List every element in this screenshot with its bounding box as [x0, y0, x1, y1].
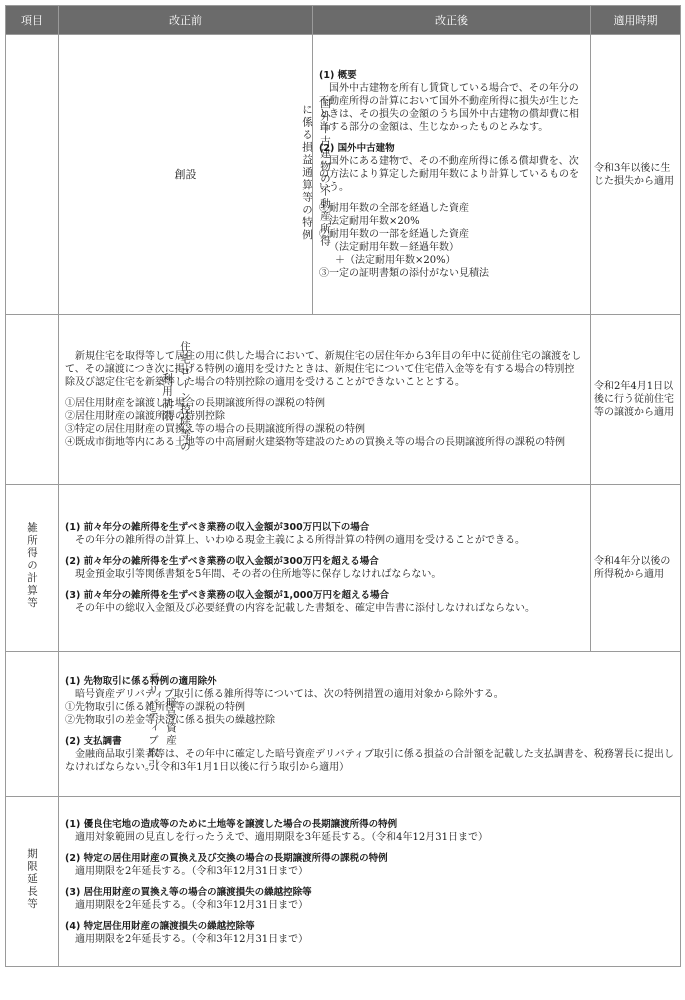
list-item: ②居住用財産の譲渡所得の特別控除	[65, 411, 225, 422]
date-cell: 令和3年以後に生じた損失から適用	[591, 35, 681, 315]
after-cell	[313, 35, 591, 315]
section-heading: (3) 居住用財産の買換え等の場合の譲渡損失の繰越控除等	[65, 886, 312, 898]
item-label-line-2: 国外中古建物の不動産所得	[319, 97, 331, 248]
section-text: 国外にある建物で、その不動産所得に係る償却費を、次の方法により算定した耐用年数により計算しているものをいう。	[319, 156, 579, 193]
list-item-detail: （法定耐用年数－経過年数）	[329, 242, 459, 253]
row-misc-income	[6, 485, 681, 652]
section-text: 金融商品取引業者等は、その年中に確定した暗号資産デリバティブ取引に係る損益の合計額を記載した支払調書を、税務署長に提出しなければならない。（令和3年1月1日以後に行う取引から適用）	[65, 748, 674, 773]
content-cell	[59, 485, 591, 652]
section-text: 適用期限を2年延長する。（令和3年12月31日まで）	[75, 899, 309, 911]
item-label-line-1: 利用制限	[161, 372, 173, 423]
item-cell	[6, 797, 59, 967]
section-heading: (4) 特定居住用財産の譲渡損失の繰越控除等	[65, 920, 255, 932]
row-extension	[6, 797, 681, 967]
section-heading: (1) 優良住宅地の造成等のために土地等を譲渡した場合の長期譲渡所得の特例	[65, 818, 398, 830]
intro-text: 新規住宅を取得等して居住の用に供した場合において、新規住宅の居住年から3年目の年中に従前住宅の譲渡をして、その譲渡につき次に掲げる特例の適用を受けたときは、新規住宅について住宅借入金等を有する場合の特別控除及び認定住宅を新築等した場合の特別控除の適用を受けることができないこととする。	[65, 351, 582, 388]
section-heading: (1) 概要	[319, 70, 357, 81]
item-label-line-2: 暗号資産	[165, 697, 177, 747]
list-item: ①耐用年数の全部を経過した資産	[319, 203, 469, 214]
item-label-line-1: デリバティブ取引	[147, 672, 159, 772]
item-cell	[6, 485, 59, 652]
section-heading: (3) 前々年分の雑所得を生ずべき業務の収入金額が1,000万円を超える場合	[65, 590, 389, 601]
list-item-detail: ＋（法定耐用年数×20%）	[335, 255, 456, 266]
item-label: 雑所得の計算等	[26, 522, 38, 610]
section-heading: (2) 国外中古建物	[319, 143, 395, 154]
header-after: 改正後	[313, 6, 591, 35]
item-label-line-2: 住宅ローン控除等の	[179, 341, 191, 454]
item-label: 期限延長等	[26, 848, 38, 911]
section-text: 国外中古建物を所有し賃貸している場合で、その年分の不動産所得の計算において国外不動産所得に損失が生じたときは、その損失の金額のうち国外中古建物の償却費に相当する部分の金額は、生じなかったものとみなす。	[319, 83, 579, 133]
content-cell	[59, 797, 681, 967]
section-heading: (2) 支払調書	[65, 735, 122, 747]
section-text: その年分の雑所得の計算上、いわゆる現金主義による所得計算の特例の適用を受けることができる。	[75, 535, 525, 546]
header-item: 項目	[6, 6, 59, 35]
date-cell: 令和4年分以後の所得税から適用	[591, 485, 681, 652]
item-label-line-1: に係る損益通算等の特例	[301, 103, 313, 242]
date-cell: 令和2年4月1日以後に行う従前住宅等の譲渡から適用	[591, 315, 681, 485]
row-foreign-building	[6, 35, 681, 315]
section-heading: (1) 先物取引に係る特例の適用除外	[65, 675, 217, 687]
section-heading: (1) 前々年分の雑所得を生ずべき業務の収入金額が300万円以下の場合	[65, 522, 370, 533]
section-text: 適用対象範囲の見直しを行ったうえで、適用期限を3年延長する。（令和4年12月31日まで）	[75, 831, 488, 843]
section-text: 適用期限を2年延長する。（令和3年12月31日まで）	[75, 933, 309, 945]
before-cell: 創設	[59, 35, 313, 315]
section-heading: (2) 前々年分の雑所得を生ずべき業務の収入金額が300万円を超える場合	[65, 556, 379, 567]
header-before: 改正前	[59, 6, 313, 35]
header-date: 適用時期	[591, 6, 681, 35]
row-crypto-derivative	[6, 652, 681, 797]
list-item: ④既成市街地等内にある土地等の中高層耐火建築物等建設のための買換え等の場合の長期譲渡所得の課税の特例	[65, 437, 565, 448]
section-text: 現金預金取引等関係書類を5年間、その者の住所地等に保存しなければならない。	[75, 569, 442, 580]
section-heading: (2) 特定の居住用財産の買換え及び交換の場合の長期譲渡所得の課税の特例	[65, 852, 388, 864]
section-text: その年中の総収入金額及び必要経費の内容を記載した書類を、確定申告書に添付しなければならない。	[75, 603, 535, 614]
list-item: ①居住用財産を譲渡した場合の長期譲渡所得の課税の特例	[65, 398, 325, 409]
list-item: ①先物取引に係る雑所得等の課税の特例	[65, 701, 245, 713]
tax-reform-table	[5, 5, 681, 967]
section-text: 暗号資産デリバティブ取引に係る雑所得等については、次の特例措置の適用対象から除外する。	[75, 688, 504, 700]
list-item: ③一定の証明書類の添付がない見積法	[319, 268, 489, 279]
list-item: ②先物取引の差金等決済に係る損失の繰越控除	[65, 714, 275, 726]
list-item-detail: 法定耐用年数×20%	[329, 216, 420, 227]
content-cell	[59, 315, 591, 485]
section-text: 適用期限を2年延長する。（令和3年12月31日まで）	[75, 865, 309, 877]
list-item: ③特定の居住用財産の買換え等の場合の長期譲渡所得の課税の特例	[65, 424, 365, 435]
row-housing-loan	[6, 315, 681, 485]
list-item: ②耐用年数の一部を経過した資産	[319, 229, 469, 240]
header-row	[6, 6, 681, 35]
